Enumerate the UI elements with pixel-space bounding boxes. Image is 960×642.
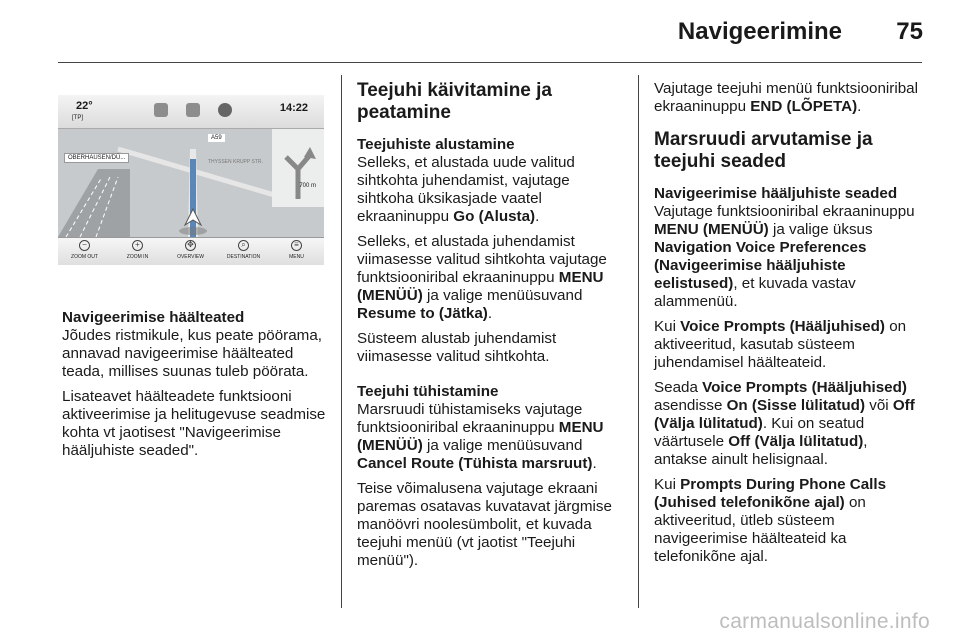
zoom-in-button[interactable] — [111, 238, 164, 265]
overview-button[interactable] — [164, 238, 217, 265]
button-label: ZOOM OUT — [71, 254, 98, 260]
column-divider-2 — [638, 75, 639, 608]
temperature: 22° — [76, 100, 93, 112]
paragraph: Lisateavet häälteadete funktsiooni aktiveerimise ja helitugevuse seadmise kohta vt jaotisest "Navigeerimise hääljuhiste seaded". — [62, 388, 326, 459]
column-1 — [62, 309, 332, 467]
zoom-out-button[interactable] — [58, 238, 111, 265]
button-label: OVERVIEW — [177, 254, 204, 260]
zoom-out-icon: − — [79, 240, 90, 251]
paragraph: Teise võimalusena vajutage ekraani paremas osatavas kuvatavat järgmise manöövri noolesümbolit, et kuvada teejuhi menüü (vt jaotist "Teejuhi menüü"). — [357, 480, 612, 569]
voice-prompts-heading: Navigeerimise häälteated — [62, 309, 245, 326]
music-icon — [154, 103, 168, 117]
page-number: 75 — [896, 18, 923, 45]
subheading: Teejuhiste alustamine — [357, 136, 515, 153]
destination-button[interactable] — [217, 238, 270, 265]
paragraph: Vajutage funktsiooniribal ekraaninuppu MENU (MENÜÜ) ja valige üksus Navigation Voice Preferences (Navigeerimise hääljuhiste eelistused), et kuvada vastav alammenüü. — [654, 203, 915, 310]
section-heading: Teejuhi käivitamine ja peatamine — [357, 80, 553, 123]
section-title: Navigeerimine — [677, 18, 842, 45]
page-header — [0, 0, 960, 62]
subheading: Navigeerimise hääljuhiste seaded — [654, 185, 898, 202]
column-divider-1 — [341, 75, 342, 608]
paragraph: Kui Voice Prompts (Hääljuhised) on aktiveeritud, kasutab süsteem juhendamisel häälteateid. — [654, 318, 907, 371]
phone-icon — [186, 103, 200, 117]
destination-icon: ⌕ — [238, 240, 249, 251]
road-number: A59 — [208, 134, 225, 142]
menu-icon: ≡ — [291, 240, 302, 251]
map-view — [58, 129, 324, 237]
navigation-screenshot — [58, 95, 324, 265]
button-label: ZOOM IN — [126, 254, 149, 260]
status-bar — [58, 95, 324, 129]
paragraph: Vajutage teejuhi menüü funktsiooniribal ekraaninuppu END (LÕPETA). — [654, 80, 918, 115]
street-name: THYSSEN KRUPP STR. — [208, 159, 263, 165]
menu-button[interactable] — [270, 238, 323, 265]
section-heading: Marsruudi arvutamise ja teejuhi seaded — [654, 129, 873, 172]
turn-arrow-icon — [272, 129, 324, 207]
paragraph: Selleks, et alustada juhendamist viimasesse valitud sihtkohta vajutage funktsiooniribal ekraaninuppu MENU (MENÜÜ) ja valige menüüsuvand Resume to (Jätka). — [357, 233, 607, 322]
paragraph: Selleks, et alustada uude valitud sihtkohta juhendamist, vajutage sihtkoha üksikasjade vaatel ekraaninuppu Go (Alusta). — [357, 154, 575, 225]
tp-indicator: [TP] — [72, 115, 84, 121]
zoom-in-icon: + — [132, 240, 143, 251]
paragraph: Süsteem alustab juhendamist viimasesse valitud sihtkohta. — [357, 330, 557, 365]
watermark: carmanualsonline.info — [719, 610, 930, 633]
clock: 14:22 — [279, 102, 308, 114]
button-label: DESTINATION — [226, 254, 261, 260]
next-maneuver-panel[interactable] — [272, 129, 324, 207]
function-bar — [58, 237, 324, 265]
column-2 — [357, 80, 629, 577]
subheading: Teejuhi tühistamine — [357, 383, 499, 400]
road-sign: OBERHAUSEN/DÜ... — [64, 153, 129, 163]
header-rule — [58, 62, 922, 63]
turn-distance: 700 m — [299, 183, 316, 189]
button-label: MENU — [289, 254, 304, 260]
overview-icon: ✥ — [185, 240, 196, 251]
nav-app-icon — [218, 103, 232, 117]
paragraph: Kui Prompts During Phone Calls (Juhised telefonikõne ajal) on aktiveeritud, ütleb süsteem navigeerimise häälteateid ka telefonikõne ajal. — [654, 476, 887, 565]
paragraph: Seada Voice Prompts (Hääljuhised) asendisse On (Sisse lülitatud) või Off (Välja lülitatud). Kui on seatud väärtusele Off (Välja lülitatud), antakse ainult helisignaal. — [654, 379, 915, 468]
column-3 — [654, 80, 924, 573]
paragraph: Marsruudi tühistamiseks vajutage funktsiooniribal ekraaninuppu MENU (MENÜÜ) ja valige menüüsuvand Cancel Route (Tühista marsruut). — [357, 401, 604, 472]
paragraph: Jõudes ristmikule, kus peate pöörama, annavad navigeerimise häälteated teada, millises suunas tuleb pöörata. — [62, 327, 323, 380]
